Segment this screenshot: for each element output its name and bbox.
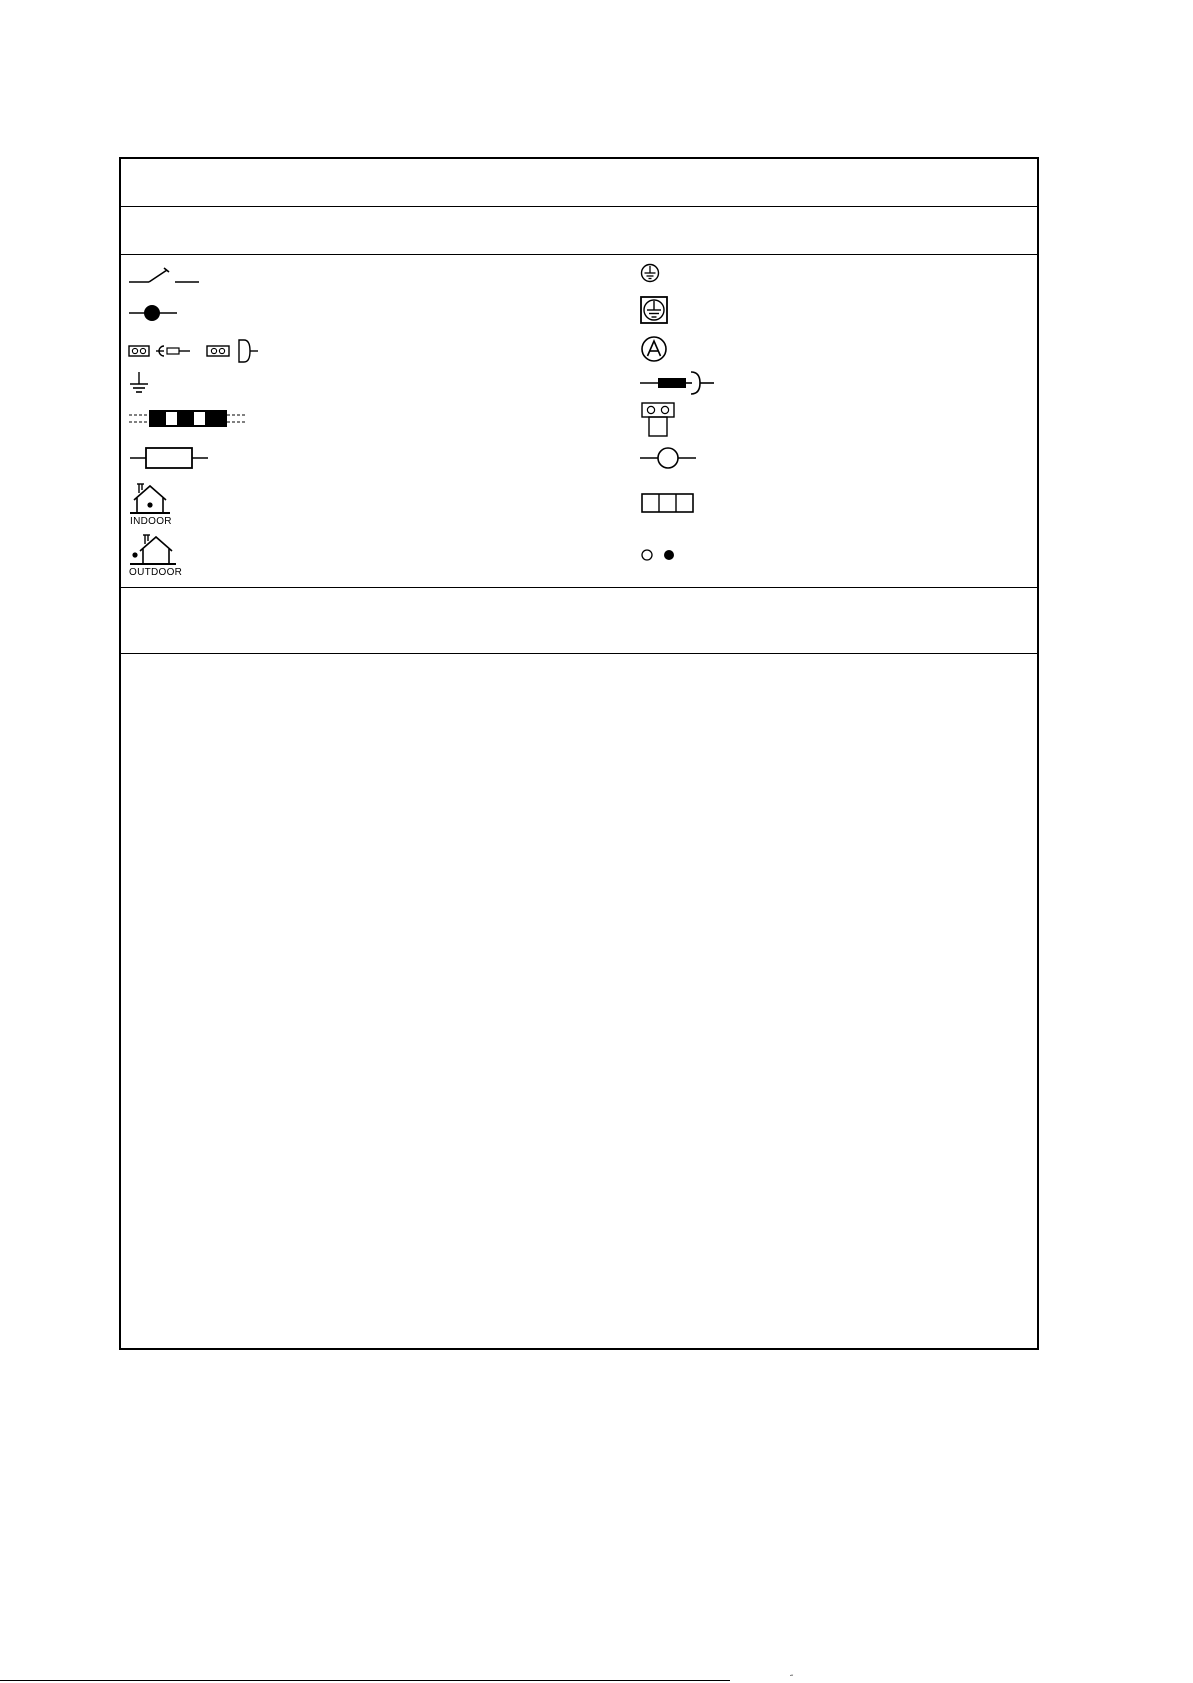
outdoor-unit-icon [130, 535, 178, 565]
earth-terminal-box-icon [640, 296, 668, 324]
lamp-circle-icon [640, 446, 696, 470]
symbol-legend [121, 254, 1037, 587]
indoor-unit-icon [130, 484, 170, 514]
resistor-connector-icon [640, 371, 714, 395]
sheet-title-row [121, 159, 1037, 206]
earth-ground-icon [129, 372, 149, 396]
terminal-block-filled-icon [129, 302, 177, 324]
sheet-note-row [121, 587, 1037, 653]
wiring-diagram-area [121, 653, 1037, 1348]
terminal-strip-icon [641, 493, 695, 513]
footer-mark: ˝ [790, 1674, 793, 1683]
ammeter-icon [640, 335, 668, 363]
footer-rule [0, 1680, 730, 1681]
wiring-diagram-sheet [119, 157, 1039, 1350]
indoor-label: INDOOR [130, 516, 172, 527]
outdoor-label: OUTDOOR [129, 567, 183, 578]
connector-socket-icon [641, 402, 675, 438]
sheet-subtitle-row [121, 206, 1037, 254]
protective-earth-icon [640, 263, 660, 283]
ferrite-core-icon [129, 409, 245, 429]
switch-contact-icon [129, 266, 201, 286]
open-closed-terminal-icon [640, 548, 676, 562]
connector-plug-socket-icon [128, 340, 260, 366]
fuse-icon [130, 446, 208, 470]
